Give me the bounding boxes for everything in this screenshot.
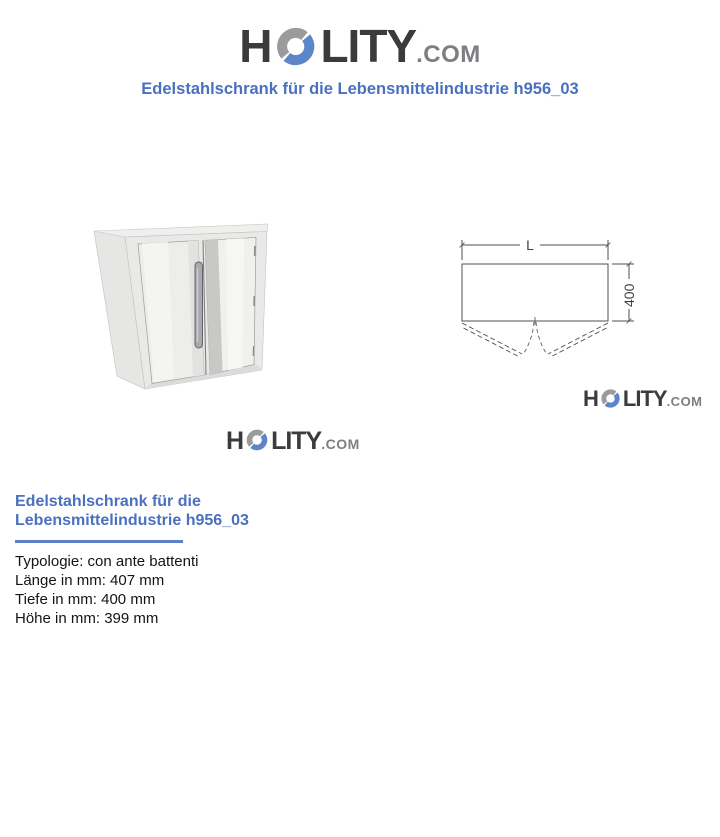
product-name-line1: Edelstahlschrank für die bbox=[15, 493, 201, 510]
holity-logo-header[interactable] bbox=[239, 15, 481, 72]
logo-letter-h: H bbox=[226, 427, 244, 455]
product-info-block bbox=[15, 492, 315, 628]
holity-swirl-o-icon bbox=[272, 23, 319, 70]
holity-watermark-photo bbox=[226, 423, 360, 454]
door-swing-lines bbox=[462, 322, 608, 358]
product-name-line2: Lebensmittelindustrie h956_03 bbox=[15, 512, 249, 529]
right-door-highlight bbox=[226, 238, 244, 370]
spec-hoehe: Höhe in mm: 399 mm bbox=[15, 610, 159, 627]
logo-dot-com: .COM bbox=[666, 394, 703, 409]
drawing-top-view-rect bbox=[462, 264, 608, 321]
spec-tiefe: Tiefe in mm: 400 mm bbox=[15, 591, 156, 608]
dimension-width bbox=[460, 240, 611, 260]
dimension-depth-label: 400 bbox=[621, 283, 637, 307]
logo-letter-h: H bbox=[583, 386, 598, 411]
product-name-heading bbox=[15, 492, 315, 530]
holity-swirl-o-icon bbox=[244, 427, 270, 453]
technical-drawing-svg bbox=[450, 233, 650, 373]
spec-typologie: Typologie: con ante battenti bbox=[15, 553, 199, 570]
logo-letters-lity: LITY bbox=[271, 427, 322, 455]
logo-letters-lity: LITY bbox=[622, 386, 667, 411]
spec-laenge: Länge in mm: 407 mm bbox=[15, 572, 165, 589]
product-specs-list bbox=[15, 552, 315, 628]
logo-dot-com: .COM bbox=[321, 436, 360, 452]
product-image[interactable] bbox=[92, 218, 270, 394]
logo-dot-com: .COM bbox=[416, 41, 481, 68]
heading-underline-rule bbox=[15, 540, 183, 543]
holity-watermark-drawing bbox=[583, 383, 703, 410]
logo-letter-h: H bbox=[239, 20, 272, 72]
dimension-width-label: L bbox=[526, 237, 534, 253]
technical-drawing bbox=[450, 233, 650, 373]
holity-swirl-o-icon bbox=[599, 387, 622, 410]
door-handle bbox=[195, 262, 203, 348]
product-image-cabinet bbox=[92, 218, 270, 394]
logo-letters-lity: LITY bbox=[320, 20, 417, 72]
page-title: Edelstahlschrank für die Lebensmittelindustrie h956_03 bbox=[141, 80, 579, 98]
